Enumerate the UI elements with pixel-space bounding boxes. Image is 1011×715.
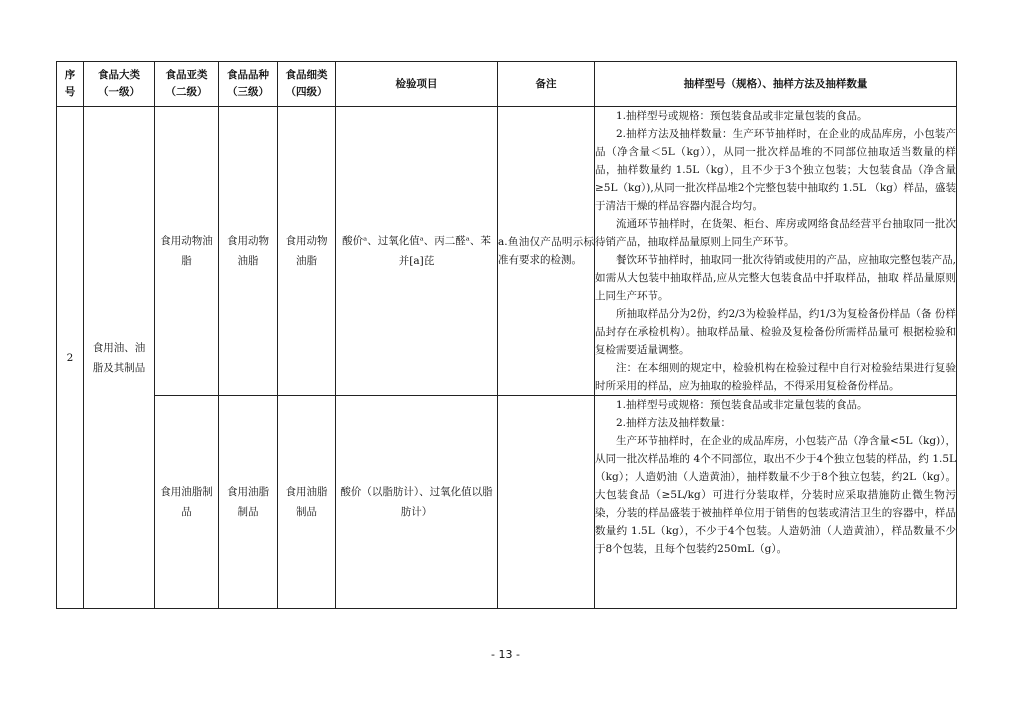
- seq-cell: 2: [57, 107, 84, 609]
- header-remark: 备注: [498, 62, 595, 107]
- page-number: - 13 -: [491, 648, 520, 661]
- sampling-spec-table: [56, 61, 957, 609]
- sampling-paragraph: 餐饮环节抽样时，抽取同一批次待销或使用的产品，应抽取完整包装产品,如需从大包装中抽取样品,应从完整大包装食品中扦取样品，抽取 样品量原则上同生产环节。: [595, 254, 956, 302]
- header-category-4: 食品细类 （四级）: [278, 62, 336, 107]
- header-sampling: 抽样型号（规格）、抽样方法及抽样数量: [595, 62, 957, 107]
- category-3-cell: 食用油脂制品: [219, 396, 278, 609]
- remark-cell: a.鱼油仅产品明示标准有要求的检测。: [498, 107, 595, 396]
- sampling-paragraph: 注：在本细则的规定中，检验机构在检验过程中自行对检验结果进行复验时所采用的样品，应为抽取的检验样品，不得采用复检备份样品。: [595, 362, 956, 392]
- header-category-1: 食品大类 （一级）: [84, 62, 155, 107]
- header-seq: 序 号: [57, 62, 84, 107]
- sampling-paragraph: 2.抽样方法及抽样数量：: [616, 417, 732, 429]
- sampling-paragraph: 2.抽样方法及抽样数量：生产环节抽样时，在企业的成品库房，小包装产品（净含量＜5L（kg）），从同一批次样品堆的不同部位抽取适当数量的样品，抽样数量约 1.5L（kg），且不少于3个独立包装；大包装食品（净含量≥5L（kg）),从同一批次样品堆2个完整包装中抽取约 1.5L （kg）样品，盛装于清洁干燥的样品容器内混合均匀。: [595, 128, 956, 212]
- sampling-paragraph: 流通环节抽样时，在货架、柜台、库房或网络食品经营平台抽取同一批次待销产品，抽取样品量原则上同生产环节。: [595, 218, 956, 248]
- category-4-cell: 食用油脂制品: [278, 396, 336, 609]
- sampling-method-cell: [595, 107, 957, 396]
- remark-cell: [498, 396, 595, 609]
- category-2-cell: 食用油脂制品: [155, 396, 219, 609]
- header-row: [57, 62, 957, 107]
- sampling-paragraph: 1.抽样型号或规格：预包装食品或非定量包装的食品。: [616, 110, 868, 122]
- category-2-cell: 食用动物油脂: [155, 107, 219, 396]
- sampling-method-cell: [595, 396, 957, 609]
- test-items-cell: 酸价ᵃ、过氧化值ᵃ、丙二醛ᵃ、苯并[a]芘: [336, 107, 498, 396]
- test-items-cell: 酸价（以脂肪计）、过氧化值以脂肪计）: [336, 396, 498, 609]
- header-test-items: 检验项目: [336, 62, 498, 107]
- category-1-cell: 食用油、油脂及其制品: [84, 107, 155, 609]
- table-row: [57, 107, 957, 396]
- sampling-paragraph: 所抽取样品分为2份，约2/3为检验样品，约1/3为复检备份样品（备 份样品封存在承检机构）。抽取样品量、检验及复检备份所需样品量可 根据检验和复检需要适量调整。: [595, 308, 956, 356]
- category-4-cell: 食用动物油脂: [278, 107, 336, 396]
- header-category-3: 食品品种 （三级）: [219, 62, 278, 107]
- sampling-paragraph: 1.抽样型号或规格：预包装食品或非定量包装的食品。: [616, 399, 868, 411]
- header-category-2: 食品亚类 （二级）: [155, 62, 219, 107]
- category-3-cell: 食用动物油脂: [219, 107, 278, 396]
- sampling-paragraph: 生产环节抽样时，在企业的成品库房，小包装产品（净含量<5L（kg)），从同一批次样品堆的 4个不同部位，取出不少于4个独立包装的样品，约 1.5L（kg）；人造奶油（人造黄油），抽样数量不少于8个独立包装，约2L（kg）。大包装食品（≥5L/kg）可进行分装取样，分装时应采取措施防止微生物污染，分装的样品盛装于被抽样单位用于销售的包装或清洁卫生的容器中，样品数量约 1.5L（kg），不少于4个包装。人造奶油（人造黄油），样品数量不少于8个包装，且每个包装约250mL（g）。: [595, 435, 956, 555]
- table-row: [57, 396, 957, 609]
